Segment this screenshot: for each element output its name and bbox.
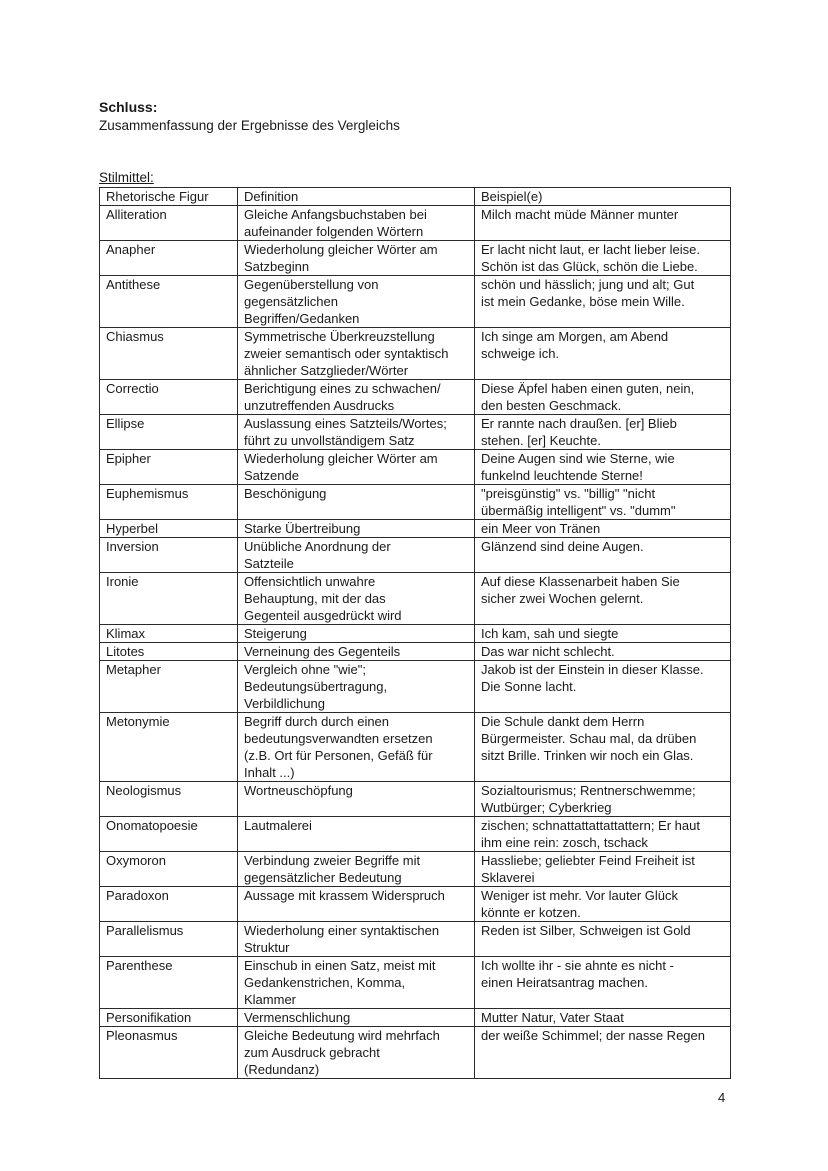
table-row <box>100 573 731 625</box>
cell-definition: Einschub in einen Satz, meist mit Gedankenstrichen, Komma, Klammer <box>238 957 475 1009</box>
cell-beispiele: Glänzend sind deine Augen. <box>475 538 731 573</box>
cell-beispiele: Auf diese Klassenarbeit haben Sie sicher zwei Wochen gelernt. <box>475 573 731 625</box>
cell-figur: Neologismus <box>100 782 238 817</box>
table-row <box>100 450 731 485</box>
cell-figur: Ellipse <box>100 415 238 450</box>
cell-definition: Auslassung eines Satzteils/Wortes; führt zu unvollständigem Satz <box>238 415 475 450</box>
section-subheading: Zusammenfassung der Ergebnisse des Vergleichs <box>99 118 400 133</box>
cell-figur: Correctio <box>100 380 238 415</box>
cell-definition: Symmetrische Überkreuzstellung zweier semantisch oder syntaktisch ähnlicher Satzglieder/Wörter <box>238 328 475 380</box>
cell-definition: Verbindung zweier Begriffe mit gegensätzlicher Bedeutung <box>238 852 475 887</box>
cell-definition: Steigerung <box>238 625 475 643</box>
cell-beispiele: Milch macht müde Männer munter <box>475 206 731 241</box>
column-header-definition: Definition <box>238 188 475 206</box>
cell-beispiele: Er rannte nach draußen. [er] Blieb stehen. [er] Keuchte. <box>475 415 731 450</box>
cell-definition: Gleiche Anfangsbuchstaben bei aufeinander folgenden Wörtern <box>238 206 475 241</box>
cell-figur: Inversion <box>100 538 238 573</box>
cell-beispiele: Ich singe am Morgen, am Abend schweige ich. <box>475 328 731 380</box>
cell-figur: Alliteration <box>100 206 238 241</box>
cell-beispiele: Sozialtourismus; Rentnerschwemme; Wutbürger; Cyberkrieg <box>475 782 731 817</box>
cell-figur: Antithese <box>100 276 238 328</box>
cell-beispiele: Reden ist Silber, Schweigen ist Gold <box>475 922 731 957</box>
cell-figur: Metonymie <box>100 713 238 782</box>
cell-beispiele: ein Meer von Tränen <box>475 520 731 538</box>
cell-figur: Paradoxon <box>100 887 238 922</box>
cell-figur: Parallelismus <box>100 922 238 957</box>
table-row <box>100 1027 731 1079</box>
cell-figur: Anapher <box>100 241 238 276</box>
cell-beispiele: Ich wollte ihr - sie ahnte es nicht - einen Heiratsantrag machen. <box>475 957 731 1009</box>
cell-beispiele: Mutter Natur, Vater Staat <box>475 1009 731 1027</box>
cell-beispiele: Weniger ist mehr. Vor lauter Glück könnte er kotzen. <box>475 887 731 922</box>
stilmittel-table <box>99 187 731 1079</box>
table-row <box>100 713 731 782</box>
table-row <box>100 887 731 922</box>
cell-beispiele: Das war nicht schlecht. <box>475 643 731 661</box>
cell-definition: Begriff durch durch einen bedeutungsverwandten ersetzen (z.B. Ort für Personen, Gefäß für Inhalt ...) <box>238 713 475 782</box>
cell-figur: Ironie <box>100 573 238 625</box>
table-row <box>100 380 731 415</box>
table-row <box>100 241 731 276</box>
cell-definition: Wortneuschöpfung <box>238 782 475 817</box>
section-heading: Schluss: <box>99 99 158 115</box>
cell-beispiele: Ich kam, sah und siegte <box>475 625 731 643</box>
table-row <box>100 625 731 643</box>
table-header-row <box>100 188 731 206</box>
cell-beispiele: der weiße Schimmel; der nasse Regen <box>475 1027 731 1079</box>
cell-beispiele: schön und hässlich; jung und alt; Gut ist mein Gedanke, böse mein Wille. <box>475 276 731 328</box>
table-row <box>100 643 731 661</box>
table-row <box>100 415 731 450</box>
cell-definition: Lautmalerei <box>238 817 475 852</box>
column-header-beispiele: Beispiel(e) <box>475 188 731 206</box>
table-body <box>100 206 731 1079</box>
table-row <box>100 852 731 887</box>
table-row <box>100 957 731 1009</box>
table-row <box>100 1009 731 1027</box>
cell-figur: Metapher <box>100 661 238 713</box>
cell-definition: Wiederholung gleicher Wörter am Satzende <box>238 450 475 485</box>
cell-beispiele: "preisgünstig" vs. "billig" "nicht übermäßig intelligent" vs. "dumm" <box>475 485 731 520</box>
cell-definition: Berichtigung eines zu schwachen/ unzutreffenden Ausdrucks <box>238 380 475 415</box>
cell-figur: Parenthese <box>100 957 238 1009</box>
column-header-figur: Rhetorische Figur <box>100 188 238 206</box>
cell-figur: Oxymoron <box>100 852 238 887</box>
cell-figur: Onomatopoesie <box>100 817 238 852</box>
table-row <box>100 520 731 538</box>
cell-figur: Epipher <box>100 450 238 485</box>
cell-figur: Litotes <box>100 643 238 661</box>
cell-beispiele: Jakob ist der Einstein in dieser Klasse. Die Sonne lacht. <box>475 661 731 713</box>
table-row <box>100 538 731 573</box>
cell-beispiele: Diese Äpfel haben einen guten, nein, den besten Geschmack. <box>475 380 731 415</box>
cell-figur: Euphemismus <box>100 485 238 520</box>
cell-definition: Starke Übertreibung <box>238 520 475 538</box>
cell-figur: Chiasmus <box>100 328 238 380</box>
cell-beispiele: zischen; schnattattattattattern; Er haut ihm eine rein: zosch, tschack <box>475 817 731 852</box>
cell-beispiele: Deine Augen sind wie Sterne, wie funkelnd leuchtende Sterne! <box>475 450 731 485</box>
cell-definition: Unübliche Anordnung der Satzteile <box>238 538 475 573</box>
cell-figur: Pleonasmus <box>100 1027 238 1079</box>
cell-definition: Vermenschlichung <box>238 1009 475 1027</box>
cell-definition: Vergleich ohne "wie"; Bedeutungsübertragung, Verbildlichung <box>238 661 475 713</box>
table-row <box>100 817 731 852</box>
cell-figur: Personifikation <box>100 1009 238 1027</box>
cell-figur: Hyperbel <box>100 520 238 538</box>
cell-definition: Offensichtlich unwahre Behauptung, mit der das Gegenteil ausgedrückt wird <box>238 573 475 625</box>
cell-figur: Klimax <box>100 625 238 643</box>
table-row <box>100 661 731 713</box>
cell-definition: Beschönigung <box>238 485 475 520</box>
page-number: 4 <box>718 1090 726 1105</box>
table-row <box>100 328 731 380</box>
cell-beispiele: Er lacht nicht laut, er lacht lieber leise. Schön ist das Glück, schön die Liebe. <box>475 241 731 276</box>
cell-definition: Wiederholung gleicher Wörter am Satzbeginn <box>238 241 475 276</box>
table-caption: Stilmittel: <box>99 170 154 185</box>
cell-beispiele: Die Schule dankt dem Herrn Bürgermeister. Schau mal, da drüben sitzt Brille. Trinken wir noch ein Glas. <box>475 713 731 782</box>
table-row <box>100 206 731 241</box>
table-row <box>100 782 731 817</box>
table-row <box>100 922 731 957</box>
table-row <box>100 485 731 520</box>
cell-definition: Aussage mit krassem Widerspruch <box>238 887 475 922</box>
table-row <box>100 276 731 328</box>
cell-definition: Gegenüberstellung von gegensätzlichen Begriffen/Gedanken <box>238 276 475 328</box>
cell-beispiele: Hassliebe; geliebter Feind Freiheit ist Sklaverei <box>475 852 731 887</box>
cell-definition: Verneinung des Gegenteils <box>238 643 475 661</box>
cell-definition: Gleiche Bedeutung wird mehrfach zum Ausdruck gebracht (Redundanz) <box>238 1027 475 1079</box>
cell-definition: Wiederholung einer syntaktischen Struktur <box>238 922 475 957</box>
